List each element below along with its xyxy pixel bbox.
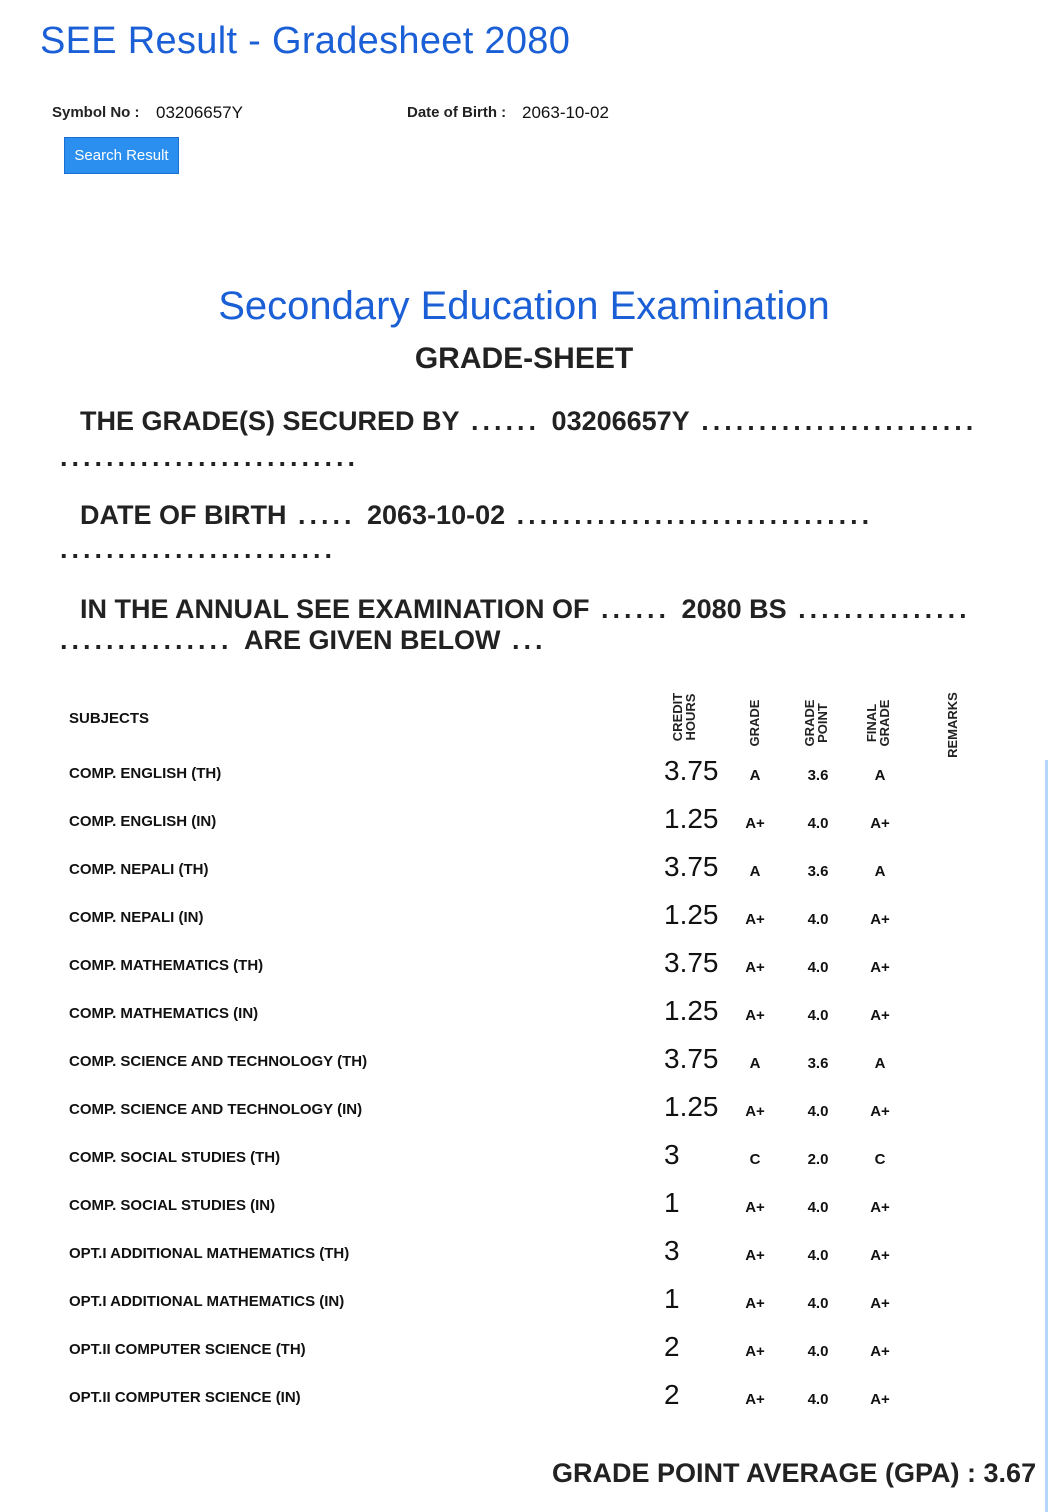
credit-hours-cell: 3 [664,1235,680,1266]
final-grade-cell: A+ [870,1247,890,1264]
subject-cell: COMP. ENGLISH (IN) [69,813,217,830]
grade-point-cell: 4.0 [807,1247,829,1264]
table-row [0,995,1048,1035]
credit-hours-cell: 2 [664,1331,680,1362]
gpa-line [552,1458,1036,1489]
search-result-button[interactable]: Search Result [64,137,179,174]
subject-cell: COMP. NEPALI (TH) [69,861,209,878]
date-of-birth-input[interactable]: 2063-10-02 [522,103,609,122]
final-grade-cell: A+ [870,1391,890,1408]
grade-point-header [803,693,833,753]
final-grade-cell: A+ [870,1007,890,1024]
symbol-no-input[interactable]: 03206657Y [156,103,243,122]
gpa-label: GRADE POINT AVERAGE (GPA) : [552,1458,977,1488]
grade-point-cell: 3.6 [807,863,829,880]
grade-cell: A [749,767,761,784]
final-grade-cell: A+ [870,815,890,832]
final-grade-cell: A+ [870,959,890,976]
secured-by-line: THE GRADE(S) SECURED BY ...... 03206657Y ........................ [80,406,978,436]
subject-cell: OPT.II COMPUTER SCIENCE (TH) [69,1341,306,1358]
exam-line: IN THE ANNUAL SEE EXAMINATION OF ...... 2080 BS ............... [80,594,971,624]
table-row [0,1331,1048,1371]
grade-cell: A+ [745,911,765,928]
remarks-header-text: REMARKS [945,692,960,758]
dot-leader: .......................... [60,442,360,472]
subject-cell: COMP. SCIENCE AND TECHNOLOGY (TH) [69,1053,368,1070]
credit-hours-header-line1: CREDIT [670,692,685,742]
grade-point-header-line2: POINT [815,703,830,743]
credit-hours-cell: 1 [664,1187,680,1218]
subject-cell: COMP. MATHEMATICS (TH) [69,957,264,974]
credit-hours-cell: 1 [664,1283,680,1314]
grade-point-cell: 4.0 [807,1007,829,1024]
subject-cell: COMP. MATHEMATICS (IN) [69,1005,259,1022]
grade-cell: A+ [745,1103,765,1120]
final-grade-cell: A [874,1055,886,1072]
grade-cell: A [749,1055,761,1072]
credit-hours-cell: 1.25 [664,803,719,834]
subjects-header: SUBJECTS [69,710,150,727]
grade-cell: A+ [745,1343,765,1360]
secured-by-value: 03206657Y [551,406,690,436]
grade-point-cell: 4.0 [807,1391,829,1408]
grade-point-cell: 4.0 [807,959,829,976]
final-grade-cell: C [874,1151,886,1168]
grade-point-cell: 3.6 [807,1055,829,1072]
final-grade-cell: A [874,863,886,880]
credit-hours-header-line2: HOURS [683,693,698,741]
grade-cell: A+ [745,1007,765,1024]
dot-leader: ........................ [60,534,337,564]
table-row [0,755,1048,795]
given-below-line: ............... ARE GIVEN BELOW ... [60,625,547,655]
grade-cell: A+ [745,1295,765,1312]
exam-year-value: 2080 BS [681,594,787,624]
secured-by-label: THE GRADE(S) SECURED BY [80,406,460,436]
table-row [0,1187,1048,1227]
table-row [0,1283,1048,1323]
exam-title: Secondary Education Examination [218,284,830,328]
symbol-no-label: Symbol No : [52,104,140,121]
grade-point-cell: 4.0 [807,1199,829,1216]
dob-line: DATE OF BIRTH ..... 2063-10-02 ............................... [80,500,874,530]
grade-cell: A+ [745,815,765,832]
credit-hours-cell: 3.75 [664,755,719,786]
credit-hours-header [671,687,701,747]
credit-hours-cell: 3.75 [664,851,719,882]
table-row [0,1379,1048,1419]
subject-cell: COMP. SCIENCE AND TECHNOLOGY (IN) [69,1101,363,1118]
credit-hours-cell: 1.25 [664,995,719,1026]
final-grade-cell: A [874,767,886,784]
final-grade-header-line1: FINAL [864,703,879,743]
subject-cell: OPT.I ADDITIONAL MATHEMATICS (TH) [69,1245,350,1262]
table-row [0,947,1048,987]
page-title: SEE Result - Gradesheet 2080 [40,20,571,62]
credit-hours-cell: 3.75 [664,947,719,978]
credit-hours-cell: 1.25 [664,899,719,930]
final-grade-cell: A+ [870,1295,890,1312]
gradesheet-title: GRADE-SHEET [414,342,634,375]
final-grade-cell: A+ [870,1103,890,1120]
final-grade-cell: A+ [870,1343,890,1360]
date-of-birth-label: Date of Birth : [407,104,507,121]
grade-header [748,693,762,753]
table-row [0,851,1048,891]
subject-cell: COMP. ENGLISH (TH) [69,765,222,782]
table-row [0,899,1048,939]
dob-statement-label: DATE OF BIRTH [80,500,287,530]
exam-statement-label: IN THE ANNUAL SEE EXAMINATION OF [80,594,590,624]
subject-cell: COMP. SOCIAL STUDIES (TH) [69,1149,281,1166]
final-grade-header [865,693,895,753]
final-grade-cell: A+ [870,911,890,928]
table-row [0,1235,1048,1275]
credit-hours-cell: 3 [664,1139,680,1170]
grade-point-cell: 4.0 [807,1343,829,1360]
grade-cell: A+ [745,1391,765,1408]
credit-hours-cell: 3.75 [664,1043,719,1074]
grade-point-cell: 4.0 [807,1295,829,1312]
table-row [0,1043,1048,1083]
dob-statement-value: 2063-10-02 [367,500,506,530]
final-grade-header-line2: GRADE [877,699,892,747]
grade-cell: A+ [745,1199,765,1216]
grade-point-cell: 4.0 [807,911,829,928]
grade-cell: A+ [745,1247,765,1264]
table-row [0,803,1048,843]
grade-point-header-line1: GRADE [802,699,817,747]
gpa-value: 3.67 [983,1458,1037,1488]
grade-point-cell: 3.6 [807,767,829,784]
grade-cell: C [749,1151,761,1168]
grade-point-cell: 4.0 [807,1103,829,1120]
subject-cell: OPT.I ADDITIONAL MATHEMATICS (IN) [69,1293,345,1310]
credit-hours-cell: 1.25 [664,1091,719,1122]
subject-cell: OPT.II COMPUTER SCIENCE (IN) [69,1389,301,1406]
credit-hours-cell: 2 [664,1379,680,1410]
subject-cell: COMP. NEPALI (IN) [69,909,204,926]
subject-cell: COMP. SOCIAL STUDIES (IN) [69,1197,276,1214]
grade-cell: A+ [745,959,765,976]
table-row [0,1091,1048,1131]
grade-cell: A [749,863,761,880]
given-below-text: ARE GIVEN BELOW [244,625,501,655]
grade-header-text: GRADE [747,699,762,747]
table-row [0,1139,1048,1179]
grade-point-cell: 2.0 [807,1151,829,1168]
grade-point-cell: 4.0 [807,815,829,832]
final-grade-cell: A+ [870,1199,890,1216]
